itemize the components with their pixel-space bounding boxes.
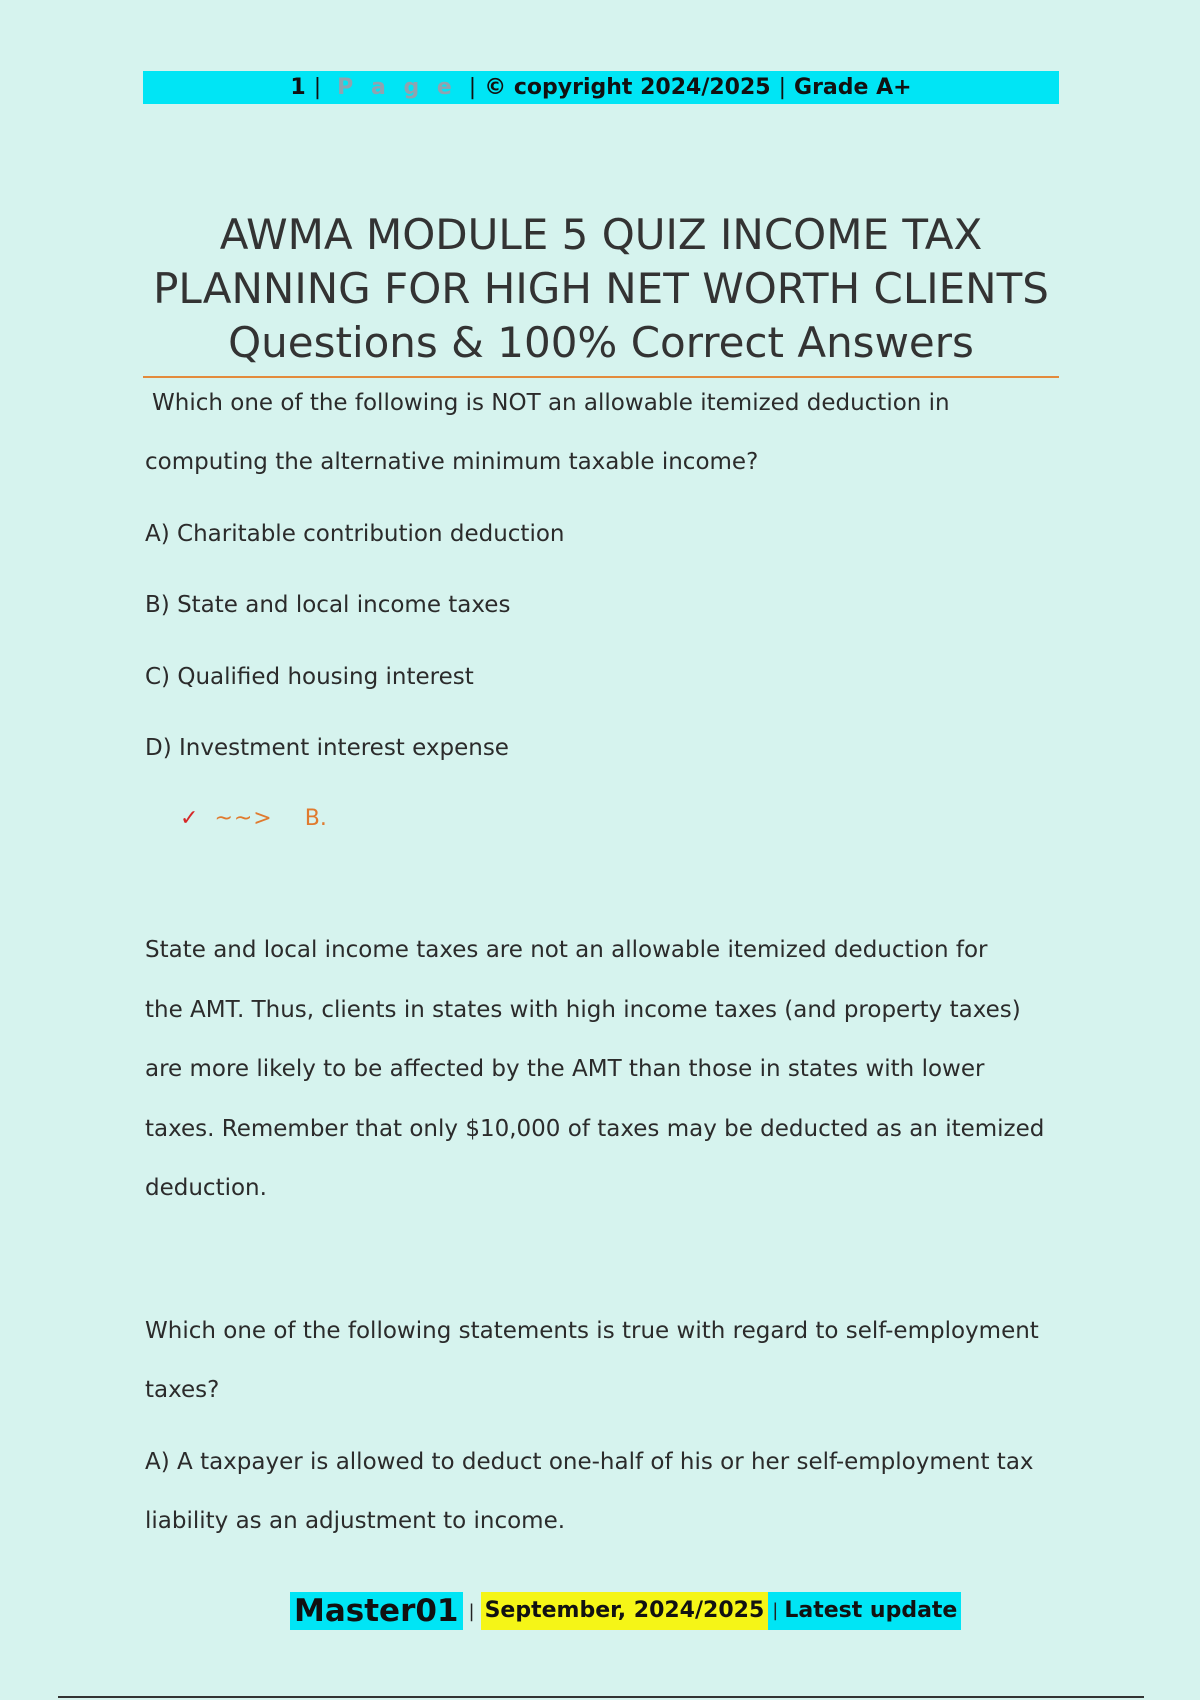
- grade-text: Grade A+: [794, 75, 912, 100]
- answer-arrow: ~~>: [214, 806, 273, 831]
- copyright-text: © copyright 2024/2025: [484, 75, 771, 100]
- checkmark-icon: ✓: [180, 806, 199, 831]
- question-2-line-2: taxes?: [145, 1377, 220, 1403]
- question-1-line-2: computing the alternative minimum taxable income?: [145, 449, 759, 475]
- header-separator: |: [778, 75, 787, 100]
- page-number: 1: [290, 75, 306, 100]
- header-separator: |: [313, 75, 322, 100]
- title-line-2: PLANNING FOR HIGH NET WORTH CLIENTS: [153, 264, 1049, 313]
- question-1-line-1: Which one of the following is NOT an allowable itemized deduction in: [152, 390, 950, 416]
- question-1-option-b: B) State and local income taxes: [145, 592, 511, 618]
- footer-separator: |: [468, 1600, 475, 1622]
- footer-update: Latest update: [784, 1598, 958, 1623]
- question-2-line-1: Which one of the following statements is true with regard to self-employment: [145, 1318, 1039, 1344]
- title-line-1: AWMA MODULE 5 QUIZ INCOME TAX: [219, 210, 983, 259]
- question-1-option-a: A) Charitable contribution deduction: [145, 521, 565, 547]
- explanation-line: taxes. Remember that only $10,000 of taxes may be deducted as an itemized: [145, 1116, 1045, 1142]
- page-word: P a g e: [337, 75, 457, 100]
- page-header-bar: [143, 71, 1059, 104]
- title-divider: [143, 376, 1059, 378]
- question-2-option-a-line-2: liability as an adjustment to income.: [145, 1508, 566, 1534]
- footer-date: September, 2024/2025: [481, 1592, 769, 1630]
- explanation-line: State and local income taxes are not an allowable itemized deduction for: [145, 937, 988, 963]
- answer-letter: B.: [304, 806, 327, 831]
- question-1-option-d: D) Investment interest expense: [145, 735, 509, 761]
- footer-separator: |: [772, 1600, 779, 1621]
- footer-brand: Master01: [290, 1592, 463, 1630]
- explanation-line: deduction.: [145, 1175, 267, 1201]
- document-title: [143, 208, 1059, 370]
- question-1-option-c: C) Qualified housing interest: [145, 664, 474, 690]
- header-separator: |: [468, 75, 477, 100]
- footer-update-box: [768, 1592, 961, 1630]
- bottom-divider: [58, 1696, 1144, 1698]
- question-2-option-a-line-1: A) A taxpayer is allowed to deduct one-half of his or her self-employment tax: [145, 1449, 1034, 1475]
- page-footer: [290, 1592, 961, 1630]
- explanation-line: the AMT. Thus, clients in states with high income taxes (and property taxes): [145, 997, 1021, 1023]
- explanation-line: are more likely to be affected by the AMT than those in states with lower: [145, 1056, 985, 1082]
- question-1-answer: [180, 806, 327, 831]
- title-line-3: Questions & 100% Correct Answers: [228, 318, 974, 367]
